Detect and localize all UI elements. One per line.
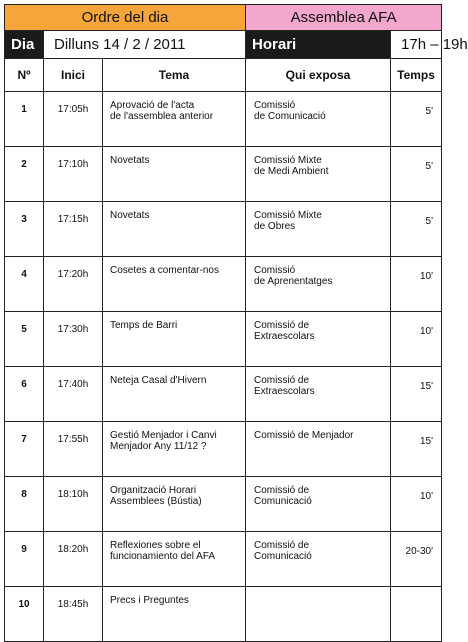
- item-start-time: 17:15h: [44, 202, 103, 257]
- item-topic: Gestió Menjador i Canvi Menjador Any 11/12 ?: [103, 422, 246, 477]
- item-duration: 20-30': [391, 532, 442, 587]
- item-start-time: 17:55h: [44, 422, 103, 477]
- column-header-topic: Tema: [103, 59, 246, 92]
- item-topic: Temps de Barri: [103, 312, 246, 367]
- column-header-duration: Temps: [391, 59, 442, 92]
- agenda-sheet: [4, 4, 468, 642]
- item-number: 3: [5, 202, 44, 257]
- item-start-time: 17:30h: [44, 312, 103, 367]
- item-presenter: Comissió de Comunicació: [246, 477, 391, 532]
- column-header-start: Inici: [44, 59, 103, 92]
- item-number: 5: [5, 312, 44, 367]
- item-number: 9: [5, 532, 44, 587]
- item-duration: 5': [391, 92, 442, 147]
- item-number: 6: [5, 367, 44, 422]
- item-start-time: 18:20h: [44, 532, 103, 587]
- title-row: [5, 5, 442, 31]
- table-row: [5, 477, 442, 532]
- item-presenter: Comissió de Extraescolars: [246, 312, 391, 367]
- item-number: 1: [5, 92, 44, 147]
- item-presenter: Comissió de Comunicació: [246, 532, 391, 587]
- agenda-body: [5, 92, 442, 642]
- item-topic: Novetats: [103, 147, 246, 202]
- time-label: Horari: [246, 31, 391, 59]
- item-duration: 15': [391, 367, 442, 422]
- item-topic: Cosetes a comentar-nos: [103, 257, 246, 312]
- item-presenter: [246, 587, 391, 642]
- item-duration: 10': [391, 312, 442, 367]
- item-number: 2: [5, 147, 44, 202]
- item-duration: 15': [391, 422, 442, 477]
- table-row: [5, 202, 442, 257]
- table-row: [5, 587, 442, 642]
- table-row: [5, 257, 442, 312]
- item-presenter: Comissió Mixte de Medi Ambient: [246, 147, 391, 202]
- item-topic: Aprovació de l'acta de l'assemblea anterior: [103, 92, 246, 147]
- item-number: 4: [5, 257, 44, 312]
- column-header-presenter: Qui exposa: [246, 59, 391, 92]
- item-presenter: Comissió de Menjador: [246, 422, 391, 477]
- column-header-row: [5, 59, 442, 92]
- date-label: Dia: [5, 31, 44, 59]
- date-row: [5, 31, 442, 59]
- item-start-time: 18:10h: [44, 477, 103, 532]
- item-topic: Precs i Preguntes: [103, 587, 246, 642]
- table-row: [5, 367, 442, 422]
- table-row: [5, 312, 442, 367]
- item-start-time: 18:45h: [44, 587, 103, 642]
- item-presenter: Comissió de Extraescolars: [246, 367, 391, 422]
- item-duration: 5': [391, 202, 442, 257]
- item-topic: Neteja Casal d'Hivern: [103, 367, 246, 422]
- table-row: [5, 92, 442, 147]
- item-start-time: 17:10h: [44, 147, 103, 202]
- column-header-number: Nº: [5, 59, 44, 92]
- item-presenter: Comissió de Comunicació: [246, 92, 391, 147]
- item-number: 10: [5, 587, 44, 642]
- item-duration: 10': [391, 477, 442, 532]
- item-presenter: Comissió Mixte de Obres: [246, 202, 391, 257]
- item-presenter: Comissió de Aprenentatges: [246, 257, 391, 312]
- agenda-table: [4, 4, 468, 642]
- time-value: 17h – 19h: [391, 31, 442, 59]
- item-start-time: 17:20h: [44, 257, 103, 312]
- item-duration: 10': [391, 257, 442, 312]
- item-duration: [391, 587, 442, 642]
- item-start-time: 17:05h: [44, 92, 103, 147]
- item-number: 7: [5, 422, 44, 477]
- table-row: [5, 147, 442, 202]
- date-value: Dilluns 14 / 2 / 2011: [44, 31, 246, 59]
- agenda-title: Ordre del dia: [5, 5, 246, 31]
- table-row: [5, 422, 442, 477]
- item-topic: Novetats: [103, 202, 246, 257]
- item-topic: Organització Horari Assemblees (Bústia): [103, 477, 246, 532]
- item-duration: 5': [391, 147, 442, 202]
- meeting-title: Assemblea AFA: [246, 5, 442, 31]
- item-topic: Reflexiones sobre el funcionamiento del AFA: [103, 532, 246, 587]
- item-start-time: 17:40h: [44, 367, 103, 422]
- item-number: 8: [5, 477, 44, 532]
- table-row: [5, 532, 442, 587]
